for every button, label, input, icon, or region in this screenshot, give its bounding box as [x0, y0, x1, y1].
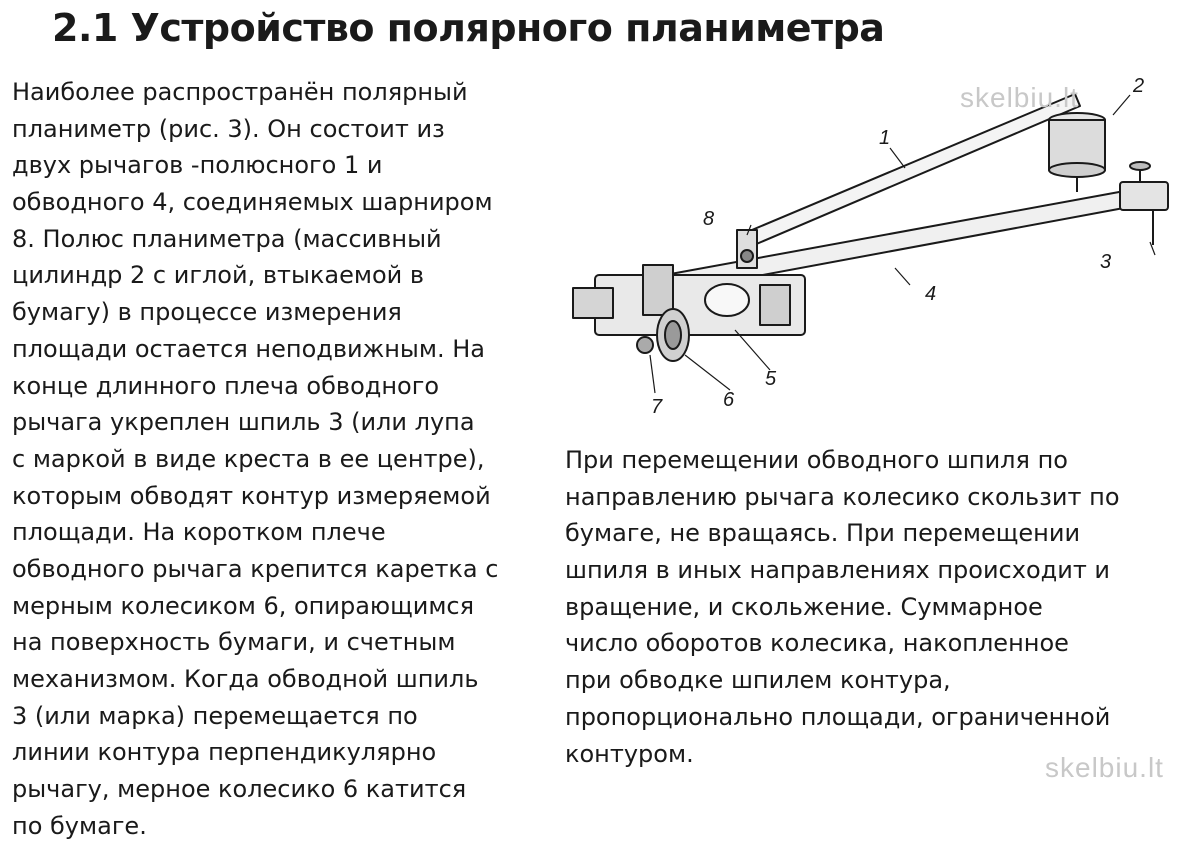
paragraph-line: с маркой в виде креста в ее центре),: [12, 444, 485, 473]
paragraph-line: рычага укреплен шпиль 3 (или лупа: [12, 408, 475, 437]
label-6: 6: [723, 389, 735, 411]
paragraph-line: линии контура перпендикулярно: [12, 738, 437, 767]
roller: [637, 337, 653, 353]
page-title: 2.1 Устройство полярного планиметра: [52, 6, 885, 50]
paragraph-line: рычагу, мерное колесико 6 катится: [12, 775, 467, 804]
paragraph-line: мерным колесиком 6, опирающимся: [12, 591, 475, 620]
paragraph-line: площади. На коротком плече: [12, 518, 386, 547]
paragraph-line: вращение, и скольжение. Суммарное: [565, 592, 1043, 621]
label-5: 5: [765, 368, 777, 390]
watermark: skelbiu.lt: [960, 82, 1079, 113]
paragraph-line: контуром.: [565, 739, 694, 768]
label-4: 4: [925, 283, 937, 305]
paragraph-line: цилиндр 2 с иглой, втыкаемой в: [12, 261, 425, 290]
paragraph-line: которым обводят контур измеряемой: [12, 481, 491, 510]
label-3: 3: [1100, 251, 1112, 273]
paragraph-line: шпиля в иных направлениях происходит и: [565, 556, 1111, 585]
paragraph-line: по бумаге.: [12, 811, 147, 840]
watermark: skelbiu.lt: [1045, 752, 1164, 783]
label-8: 8: [703, 208, 715, 230]
planimeter-figure: [555, 70, 1195, 430]
paragraph-line: Наиболее распространён полярный: [12, 78, 468, 106]
paragraph-line: площади остается неподвижным. На: [12, 334, 485, 363]
paragraph-line: бумагу) в процессе измерения: [12, 298, 402, 327]
left-text-column: [12, 74, 552, 844]
paragraph-line: пропорционально площади, ограниченной: [565, 702, 1111, 731]
paragraph-line: двух рычагов -полюсного 1 и: [12, 151, 383, 180]
counter-dial: [705, 284, 749, 316]
paragraph-line: При перемещении обводного шпиля по: [565, 446, 1068, 474]
paragraph-line: направлению рычага колесико скользит по: [565, 482, 1120, 511]
planimeter-drawing: [555, 70, 1195, 430]
paragraph-line: конце длинного плеча обводного: [12, 371, 440, 400]
paragraph-line: бумаге, не вращаясь. При перемещении: [565, 519, 1081, 548]
paragraph-line: 3 (или марка) перемещается по: [12, 701, 418, 730]
paragraph-line: число оборотов колесика, накопленное: [565, 629, 1069, 658]
paragraph-line: планиметр (рис. 3). Он состоит из: [12, 114, 445, 143]
label-2: 2: [1133, 75, 1145, 97]
label-1: 1: [879, 127, 891, 149]
paragraph-line: механизмом. Когда обводной шпиль: [12, 665, 479, 693]
paragraph-line: 8. Полюс планиметра (массивный: [12, 224, 442, 253]
paragraph-line: при обводке шпилем контура,: [565, 666, 951, 695]
tracer-head: [1120, 182, 1168, 210]
paragraph-line: обводного рычага крепится каретка с: [12, 554, 499, 583]
paragraph-line: на поверхность бумаги, и счетным: [12, 628, 456, 657]
paragraph-line: обводного 4, соединяемых шарниром: [12, 188, 493, 217]
right-text-column: [565, 442, 1185, 772]
label-7: 7: [651, 396, 663, 418]
